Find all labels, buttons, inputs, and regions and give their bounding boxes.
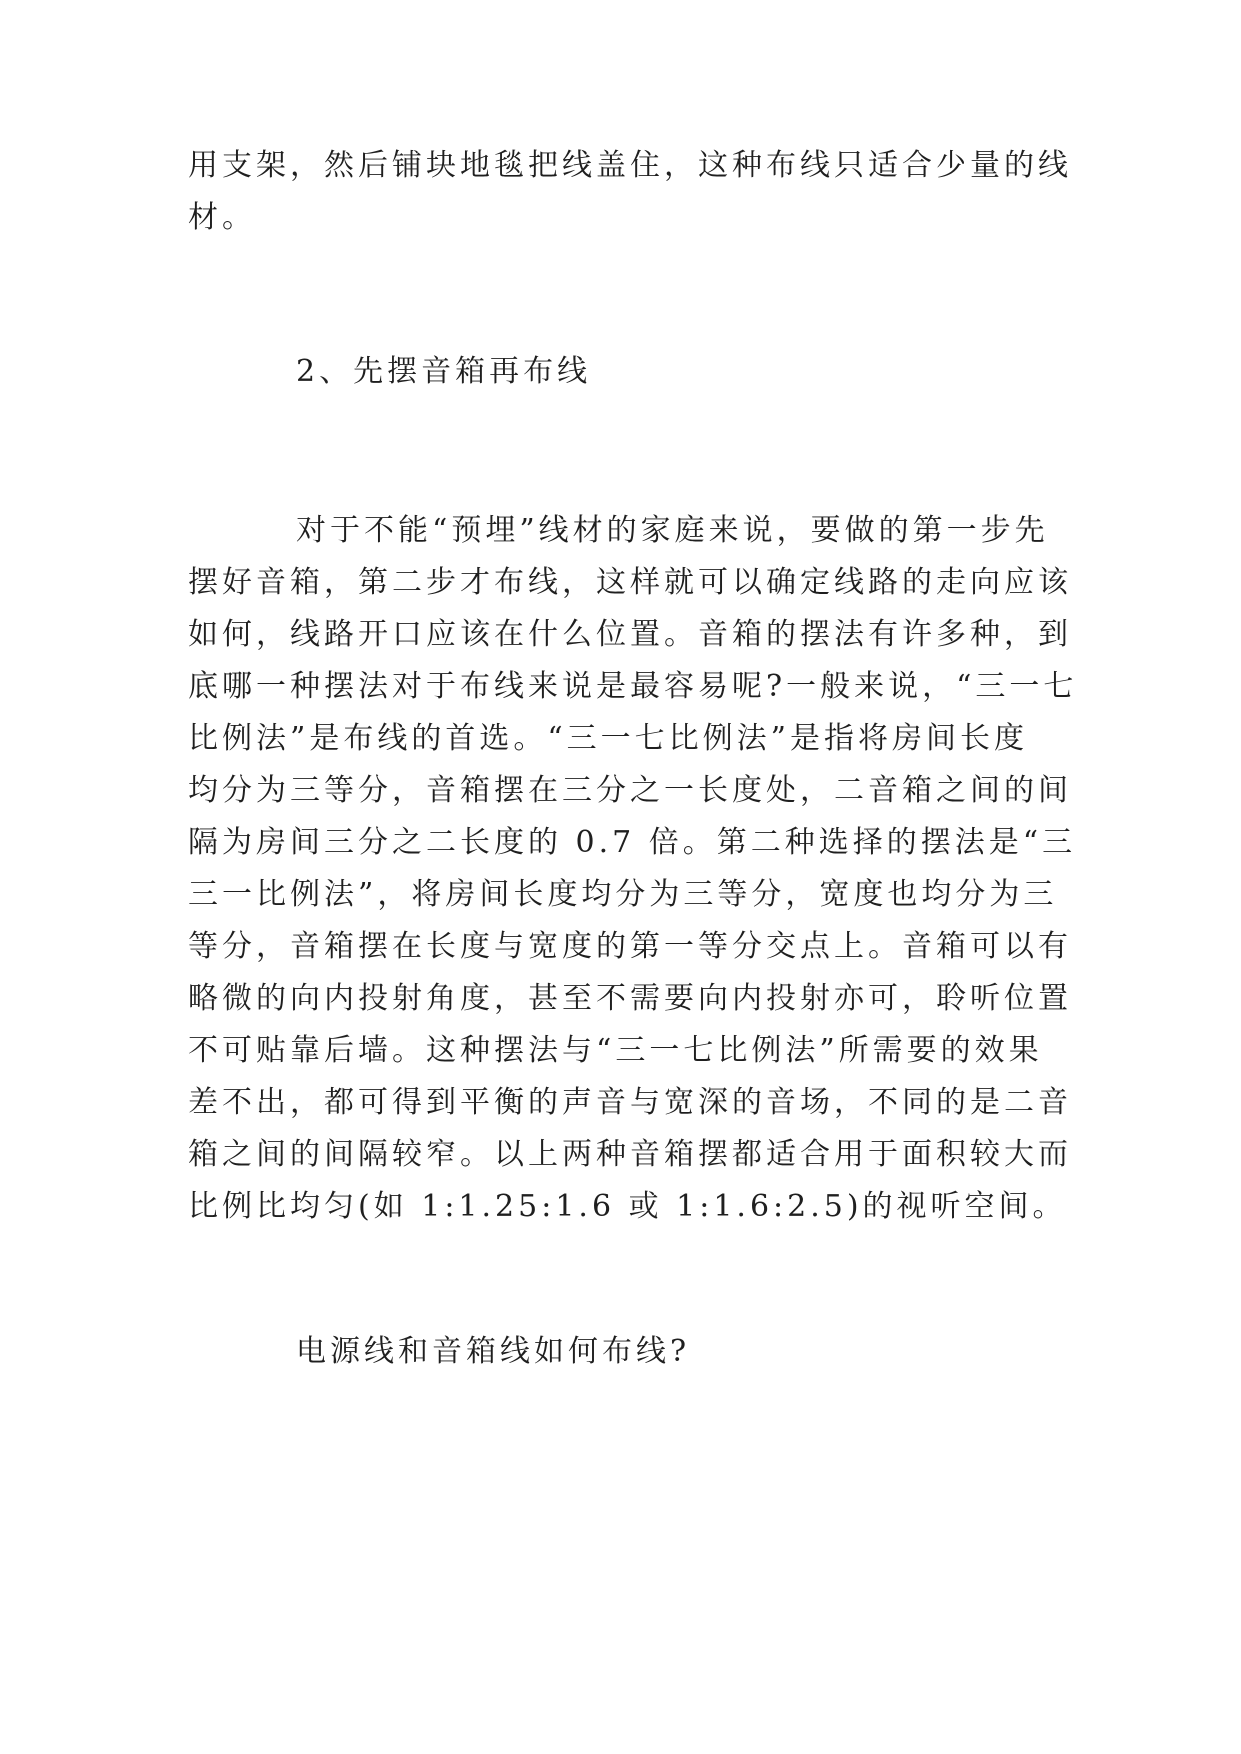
question-heading: 电源线和音箱线如何布线? [296,1334,691,1369]
paragraph-main [188,505,1078,1233]
paragraph-continued [188,140,1072,244]
text-line: 隔为房间三分之二长度的 0.7 倍。第二种选择的摆法是“三 [188,825,1077,860]
text-line: 均分为三等分，音箱摆在三分之一长度处，二音箱之间的间 [188,773,1072,808]
text-line: 差不出，都可得到平衡的声音与宽深的音场，不同的是二音 [188,1085,1072,1120]
text-line: 箱之间的间隔较窄。以上两种音箱摆都适合用于面积较大而 [188,1137,1072,1172]
text-line: 比例法”是布线的首选。“三一七比例法”是指将房间长度 [188,721,1029,756]
text-line: 如何，线路开口应该在什么位置。音箱的摆法有许多种，到 [188,617,1072,652]
text-line: 材。 [188,200,256,235]
text-line: 摆好音箱，第二步才布线，这样就可以确定线路的走向应该 [188,565,1072,600]
text-line: 略微的向内投射角度，甚至不需要向内投射亦可，聆听位置 [188,981,1072,1016]
text-line: 三一比例法”，将房间长度均分为三等分，宽度也均分为三 [188,877,1058,912]
text-line: 对于不能“预埋”线材的家庭来说，要做的第一步先 [296,513,1049,548]
text-line: 比例比均匀(如 1:1.25:1.6 或 1:1.6:2.5)的视听空间。 [188,1189,1067,1224]
text-line: 用支架，然后铺块地毯把线盖住，这种布线只适合少量的线 [188,148,1072,183]
text-line: 底哪一种摆法对于布线来说是最容易呢?一般来说，“三一七 [188,669,1078,704]
text-line: 不可贴靠后墙。这种摆法与“三一七比例法”所需要的效果 [188,1033,1043,1068]
section-heading: 2、先摆音箱再布线 [296,354,592,389]
text-line: 等分，音箱摆在长度与宽度的第一等分交点上。音箱可以有 [188,929,1072,964]
